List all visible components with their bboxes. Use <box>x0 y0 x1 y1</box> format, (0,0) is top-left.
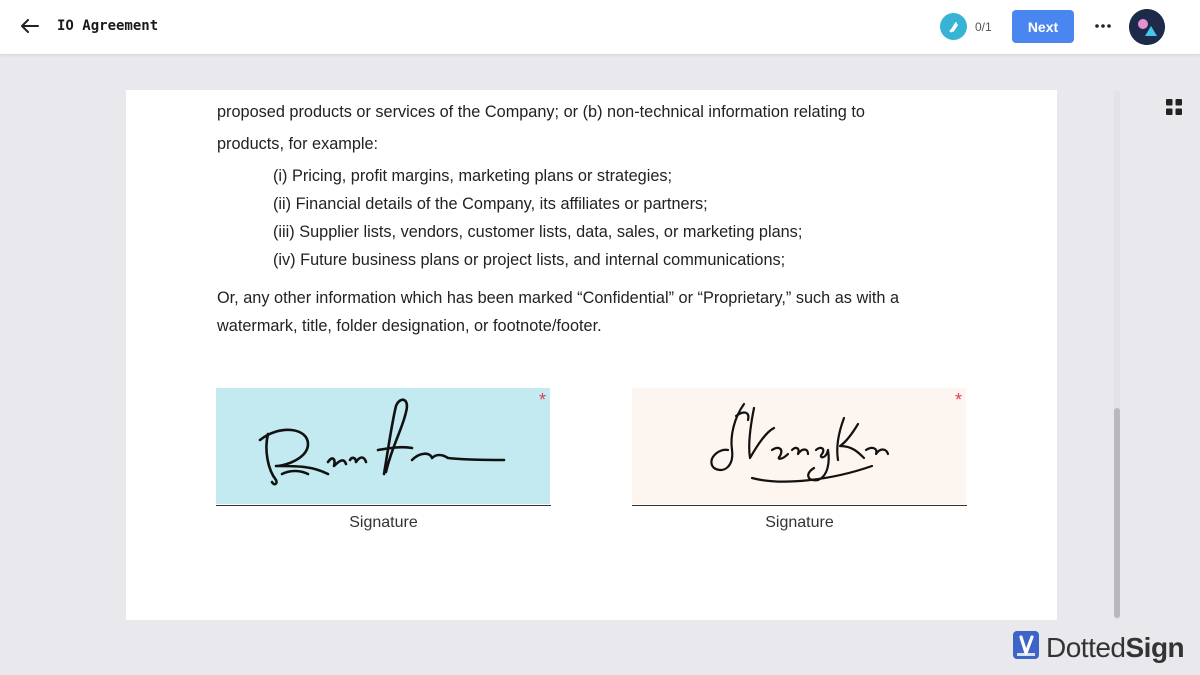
required-mark: * <box>954 390 962 410</box>
list-item: (iii) Supplier lists, vendors, customer lists, data, sales, or marketing plans; <box>273 223 803 241</box>
document-title: IO Agreement <box>57 18 159 34</box>
signature-2-drawing <box>632 388 966 504</box>
more-icon[interactable] <box>1091 14 1115 38</box>
paragraph-1 <box>217 96 977 160</box>
paragraph-1-line-1: proposed products or services of the Company; or (b) non-technical information relating to <box>217 103 865 121</box>
document-page <box>126 90 1057 620</box>
step-count: 0/1 <box>975 19 992 34</box>
paragraph-2-line-2: watermark, title, folder designation, or footnote/footer. <box>217 317 602 335</box>
step-icon <box>940 13 967 40</box>
brand-logo-icon <box>1012 629 1042 666</box>
list-item: (iv) Future business plans or project lists, and internal communications; <box>273 251 786 269</box>
signature-label-2: Signature <box>765 514 834 531</box>
signature-line-2 <box>632 505 967 506</box>
grid-icon[interactable] <box>1165 98 1183 116</box>
signature-line-1 <box>216 505 551 506</box>
required-mark: * <box>538 390 546 410</box>
brand-name-part-1: Dotted <box>1046 631 1126 663</box>
brand-name-part-2: Sign <box>1125 631 1185 663</box>
brand-name <box>1046 632 1184 664</box>
avatar[interactable] <box>1129 9 1165 45</box>
signature-field-2[interactable] <box>632 388 966 504</box>
step-indicator[interactable] <box>940 13 992 40</box>
scrollbar-thumb[interactable] <box>1114 408 1120 618</box>
top-bar <box>0 0 1200 54</box>
paragraph-1-line-2: products, for example: <box>217 135 379 153</box>
paragraph-2-line-1: Or, any other information which has been marked “Confidential” or “Proprietary,” such as with a <box>217 289 900 307</box>
signature-1-drawing <box>216 388 550 504</box>
back-arrow-icon[interactable] <box>18 14 42 38</box>
signature-field-1[interactable] <box>216 388 550 504</box>
list-item: (ii) Financial details of the Company, its affiliates or partners; <box>273 195 708 213</box>
next-button[interactable]: Next <box>1012 10 1074 43</box>
signature-label-1: Signature <box>349 514 418 531</box>
list-item: (i) Pricing, profit margins, marketing plans or strategies; <box>273 167 673 185</box>
confidential-list <box>273 162 1033 274</box>
brand-logo <box>1012 629 1184 666</box>
paragraph-2 <box>217 284 977 340</box>
